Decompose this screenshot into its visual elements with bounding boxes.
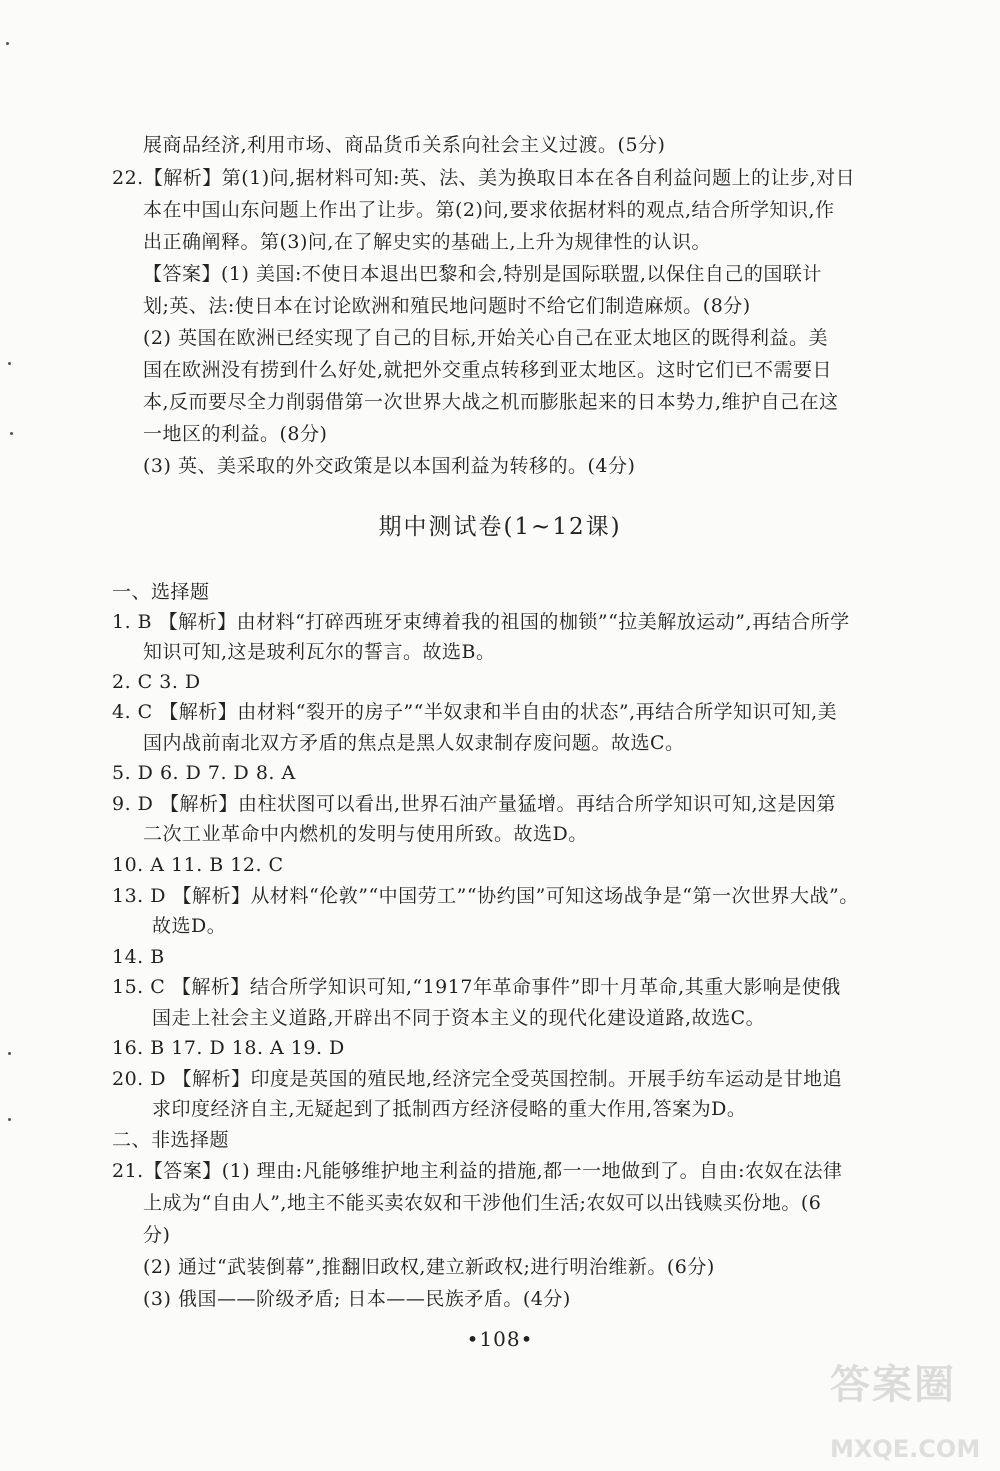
section-heading: 二、非选择题 (112, 1129, 230, 1151)
text-line: (3) 俄国——阶级矛盾; 日本——民族矛盾。(4分) (143, 1288, 571, 1310)
section-heading: 一、选择题 (112, 581, 210, 603)
text-line: 二次工业革命中内燃机的发明与使用所致。故选D。 (143, 823, 588, 845)
text-line: 展商品经济,利用市场、商品货币关系向社会主义过渡。(5分) (143, 134, 666, 156)
text-line: 20. D 【解析】印度是英国的殖民地,经济完全受英国控制。开展手纺车运动是甘地追 (112, 1068, 843, 1090)
text-line: 14. B (112, 946, 165, 968)
text-line: 4. C 【解析】由材料“裂开的房子”“半奴隶和半自由的状态”,再结合所学知识可知,美 (112, 701, 838, 723)
text-line: 国内战前南北双方矛盾的焦点是黑人奴隶制存废问题。故选C。 (143, 732, 685, 754)
watermark-url: MXQE.COM (830, 1435, 981, 1463)
text-line: 15. C 【解析】结合所学知识可知,“1917年革命事件”即十月革命,其重大影响是使俄 (112, 976, 841, 998)
page-number: •108• (466, 1327, 534, 1351)
text-line: 分) (143, 1224, 171, 1246)
section-title: 期中测试卷(1~12课) (378, 514, 622, 540)
watermark-text: 答案圈 (830, 1362, 956, 1408)
text-line: 16. B 17. D 18. A 19. D (112, 1037, 345, 1059)
text-line: (2) 通过“武装倒幕”,推翻旧政权,建立新政权;进行明治维新。(6分) (143, 1256, 715, 1278)
text-line: 22.【解析】第(1)问,据材料可知:英、法、美为换取日本在各自利益问题上的让步,对日 (112, 167, 856, 189)
text-line: 出正确阐释。第(3)问,在了解史实的基础上,上升为规律性的认识。 (143, 231, 711, 253)
scan-speck (10, 432, 13, 435)
text-line: 一地区的利益。(8分) (143, 423, 328, 445)
text-line: 2. C 3. D (112, 671, 201, 693)
text-line: (2) 英国在欧洲已经实现了自己的目标,开始关心自己在亚太地区的既得利益。美 (143, 327, 828, 349)
scan-speck (6, 42, 9, 45)
text-line: 划;英、法:使日本在讨论欧洲和殖民地问题时不给它们制造麻烦。(8分) (143, 295, 751, 317)
text-line: 9. D 【解析】由柱状图可以看出,世界石油产量猛增。再结合所学知识可知,这是因第 (112, 793, 837, 815)
text-line: 13. D 【解析】从材料“伦敦”“中国劳工”“协约国”可知这场战争是“第一次世界大战”。 (112, 885, 859, 907)
text-line: 本,反而要尽全力削弱借第一次世界大战之机而膨胀起来的日本势力,维护自己在这 (143, 391, 839, 413)
text-line: 知识可知,这是玻利瓦尔的誓言。故选B。 (143, 641, 496, 663)
watermark-logo (830, 1353, 980, 1463)
text-line: 【答案】(1) 美国:不使日本退出巴黎和会,特别是国际联盟,以保住自己的国联计 (143, 263, 822, 285)
text-line: 国走上社会主义道路,开辟出不同于资本主义的现代化建设道路,故选C。 (152, 1007, 766, 1029)
text-line: 5. D 6. D 7. D 8. A (112, 762, 296, 784)
text-line: 求印度经济自主,无疑起到了抵制西方经济侵略的重大作用,答案为D。 (152, 1098, 747, 1120)
scan-speck (8, 1118, 11, 1121)
text-line: 10. A 11. B 12. C (112, 854, 284, 876)
text-line: (3) 英、美采取的外交政策是以本国利益为转移的。(4分) (143, 455, 636, 477)
text-line: 1. B 【解析】由材料“打碎西班牙束缚着我的祖国的枷锁”“拉美解放运动”,再结合所学 (112, 611, 850, 633)
text-line: 21.【答案】(1) 理由:凡能够维护地主利益的措施,都一一地做到了。自由:农奴在法律 (112, 1160, 843, 1182)
scan-speck (8, 1052, 11, 1055)
scan-speck (8, 362, 11, 365)
text-line: 国在欧洲没有捞到什么好处,就把外交重点转移到亚太地区。这时它们已不需要日 (143, 359, 833, 381)
text-line: 本在中国山东问题上作出了让步。第(2)问,要求依据材料的观点,结合所学知识,作 (143, 199, 835, 221)
text-line: 上成为“自由人”,地主不能买卖农奴和干涉他们生活;农奴可以出钱赎买份地。(6 (143, 1192, 822, 1214)
text-line: 故选D。 (152, 915, 227, 937)
